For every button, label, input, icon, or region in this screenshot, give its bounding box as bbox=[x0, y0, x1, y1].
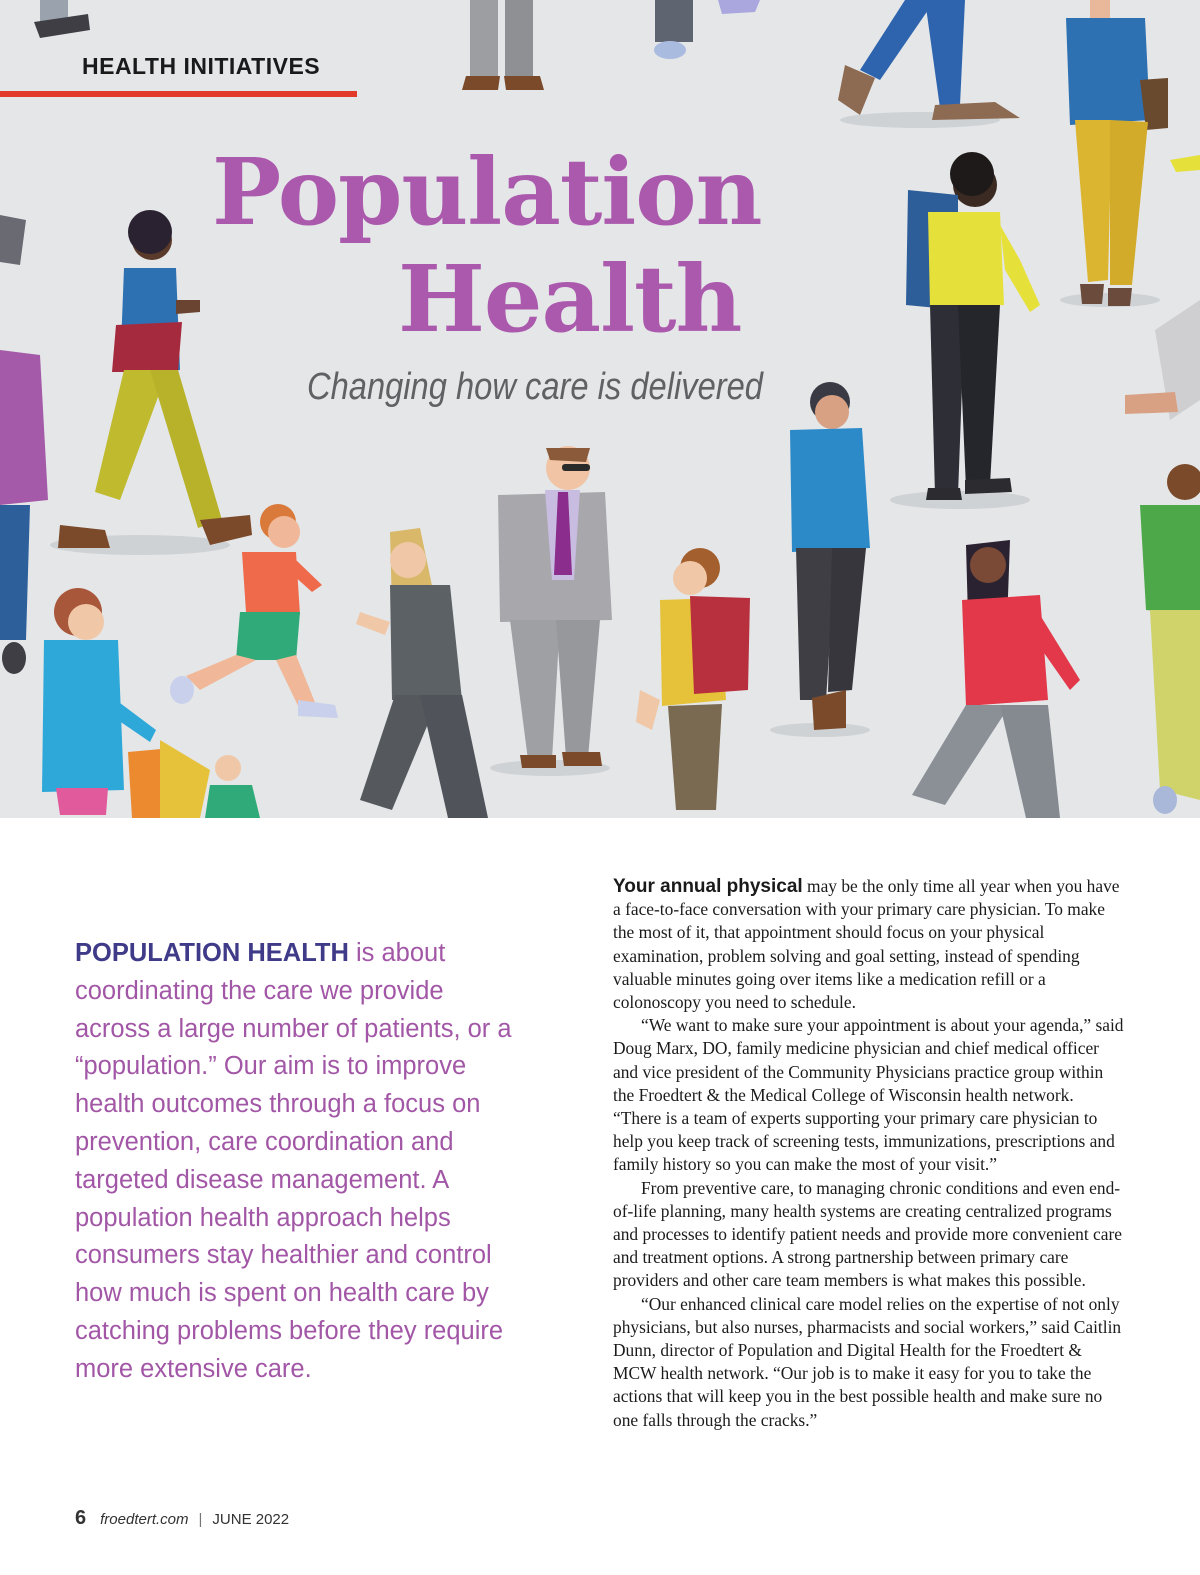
footer-separator: | bbox=[198, 1511, 203, 1528]
page-footer bbox=[75, 1507, 289, 1530]
section-label: HEALTH INITIATIVES bbox=[82, 53, 321, 79]
running-boy bbox=[170, 504, 338, 718]
woman-with-stroller bbox=[42, 588, 260, 818]
walker-top-grey bbox=[462, 0, 544, 90]
article-run-in-heading: Your annual physical bbox=[613, 876, 803, 897]
man-blue-shirt bbox=[790, 382, 870, 730]
page-title-line-2: Health bbox=[398, 245, 742, 353]
walker-top-small bbox=[654, 0, 760, 59]
article-paragraph: Your annual physical may be the only time all year when you have a face-to-face conversation with your primary care physician. To make the most of it, that appointment should focus on your physical examination, problem solving and goal setting, instead of spending valuable minutes going over items like a medication refill or a colonoscopy you need to schedule. bbox=[613, 876, 1120, 1013]
pull-quote bbox=[75, 935, 515, 1389]
woman-red-bag bbox=[58, 210, 252, 548]
walker-top-blue-jeans bbox=[838, 0, 1020, 120]
page-number: 6 bbox=[75, 1507, 87, 1529]
man-grey-suit-sunglasses bbox=[498, 446, 612, 768]
woman-yellow-pants bbox=[1066, 0, 1168, 306]
article-body bbox=[613, 875, 1125, 1432]
article-paragraph: From preventive care, to managing chronic conditions and even end-of-life planning, many health systems are creating centralized programs and processes to identify patient needs and provide more convenient care and treatment options. A strong partnership between primary care providers and other care team members is what makes this possible. bbox=[613, 1177, 1122, 1291]
woman-grey-suit bbox=[356, 528, 488, 818]
walker-left-edge-purple bbox=[0, 215, 48, 674]
page-subtitle: Changing how care is delivered bbox=[307, 366, 763, 408]
walker-top-left bbox=[34, 0, 90, 38]
pull-quote-text: is about coordinating the care we provide across a large number of patients, or a “population.” Our aim is to improve health outcomes through a focus on prevention, care coordination and targeted disease management. A population health approach helps consumers stay healthier and control how much is spent on health care by catching problems before they require more extensive care. bbox=[75, 939, 512, 1383]
footer-issue: JUNE 2022 bbox=[212, 1511, 290, 1528]
article-paragraph: “Our enhanced clinical care model relies on the expertise of not only physicians, but also nurses, pharmacists and social workers,” said Caitlin Dunn, director of Population and Digital Health for the Froedtert & MCW health network. “Our job is to make it easy for you to take the actions that will keep you in the best possible health and make sure no one falls through the cracks.” bbox=[613, 1293, 1122, 1430]
article-paragraph: “We want to make sure your appointment is about your agenda,” said Doug Marx, DO, family medicine physician and chief medical officer and vice president of the Community Physicians practice group within the Froedtert & the Medical College of Wisconsin health network. “There is a team of experts supporting your primary care physician to help you keep track of screening tests, immunizations, prescriptions and family history so you can make the most of your visit.” bbox=[613, 1015, 1124, 1175]
footer-site: froedtert.com bbox=[100, 1511, 189, 1528]
woman-red-backpack bbox=[636, 548, 750, 810]
man-yellow-shirt-backpack bbox=[906, 152, 1040, 500]
walker-right-edge bbox=[1125, 155, 1200, 814]
woman-red-top bbox=[912, 540, 1080, 818]
page-title-line-1: Population bbox=[212, 138, 762, 246]
pull-quote-lead: POPULATION HEALTH bbox=[75, 939, 349, 967]
section-label-rule bbox=[0, 91, 357, 97]
